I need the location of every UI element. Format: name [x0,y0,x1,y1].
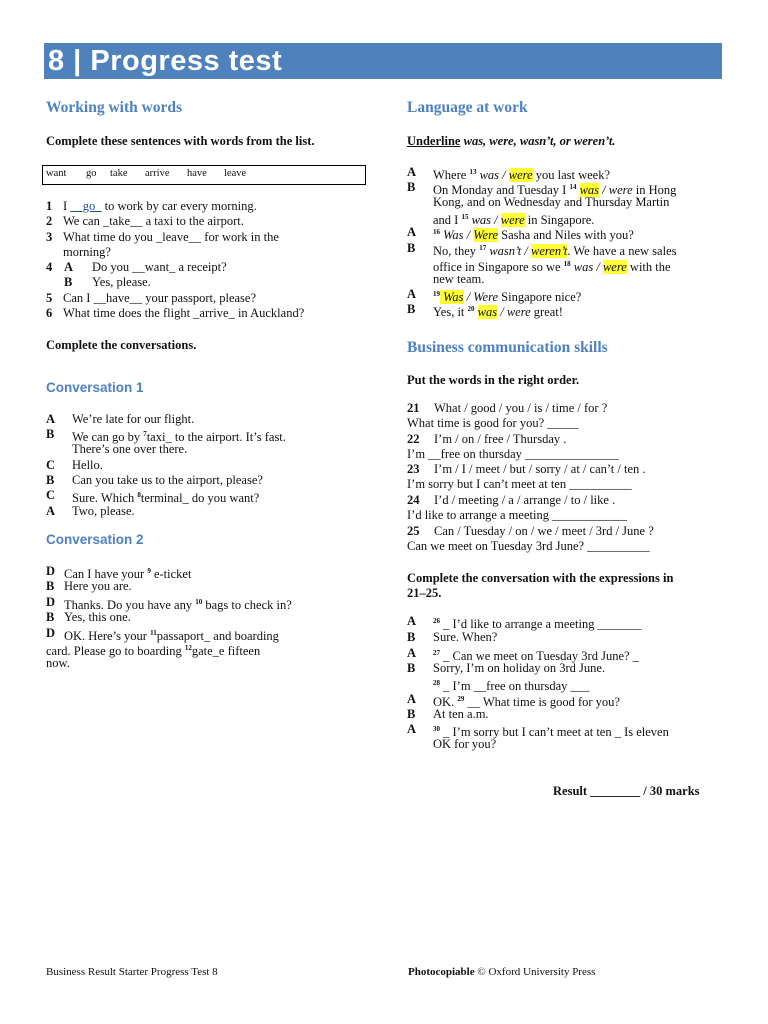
word-order-item: 24 I’d / meeting / a / arrange / to / like . I’d like to arrange a meeting ____________ [407,493,628,522]
word-order-item: 25 Can / Tuesday / on / we / meet / 3rd / June ? Can we meet on Tuesday 3rd June? __________ [407,524,654,553]
dialogue-line: A $^{19}$ Was / Were Singapore nice? [407,287,582,304]
dialogue-line: A Where $^{13}$ was / were you last week? [407,165,610,182]
dialogue-line: C Hello. [46,458,103,472]
dialogue-line: A We’re late for our flight. [46,412,195,426]
dialogue-line: B We can go by $^7$taxi_ to the airport. It’s fast. There’s one over there. [46,427,286,456]
word-list-item: have [187,168,207,179]
highlighted-answer: were [508,168,533,182]
answer-filled: __go_ [70,199,102,213]
word-list-item: leave [224,168,247,179]
conversation-1-heading: Conversation 1 [46,380,144,395]
dialogue-line: B At ten a.m. [407,707,489,721]
exercise-item: 2 We can _take__ a taxi to the airport. [46,214,244,228]
dialogue-line: B Sure. When? [407,630,498,644]
exercise-item: 1 I __go_ to work by car every morning. [46,199,257,213]
section-heading-working-with-words: Working with words [46,99,183,116]
instruction-conversations: Complete the conversations. [46,338,197,352]
word-list-box [42,165,366,185]
instruction-language-at-work: Underline was, were, wasn’t, or weren’t. [407,134,616,148]
dialogue-line: Kong, and on Wednesday and Thursday Martin [433,195,670,209]
highlighted-answer: was [477,305,498,319]
page-title: 8 | Progress test [48,45,283,77]
instruction-working-with-words: Complete these sentences with words from the list. [46,134,315,148]
exercise-item: B Yes, please. [64,275,151,289]
dialogue-line: B Yes, this one. [46,610,131,624]
title-banner [44,43,722,79]
exercise-item: 4 A Do you __want_ a receipt? [46,260,227,274]
highlighted-answer: Were [473,228,499,242]
dialogue-line: D Can I have your $^9$ e-ticket [46,564,192,581]
highlighted-answer: were [500,213,525,227]
word-list-item: go [86,168,97,179]
conversation-2-heading: Conversation 2 [46,532,144,547]
dialogue-line: B On Monday and Tuesday I $^{14}$ was / were in Hong [407,180,677,197]
dialogue-line: D Thanks. Do you have any $^{10}$ bags to check in? [46,595,292,612]
dialogue-line: now. [46,656,70,670]
dialogue-line: B Sorry, I’m on holiday on 3rd June. [407,661,606,675]
dialogue-line: B Here you are. [46,579,132,593]
dialogue-line: $^{28}$ _ I’m __free on thursday ___ [433,679,590,693]
highlighted-answer: Was [440,290,464,304]
section-heading-language-at-work: Language at work [407,99,528,116]
dialogue-line: A $^{27}$ _ Can we meet on Tuesday 3rd June? _ [407,646,639,663]
footer-left: Business Result Starter Progress Test 8 [46,966,218,978]
word-list-item: want [46,168,67,179]
footer-right: Photocopiable © Oxford University Press [408,966,596,978]
exercise-item: 5 Can I __have__ your passport, please? [46,291,256,305]
section-heading-business-communication: Business communication skills [407,339,608,356]
highlighted-answer: was [579,183,600,197]
dialogue-line: B Can you take us to the airport, please? [46,473,263,487]
instruction-complete-conversation-cont: 21–25. [407,586,442,600]
word-list-item: arrive [145,168,170,179]
word-list-item: take [110,168,128,179]
dialogue-line: OK for you? [433,737,497,751]
instruction-complete-conversation: Complete the conversation with the expressions in [407,571,674,585]
dialogue-line: A Two, please. [46,504,135,518]
exercise-item: 3 What time do you _leave__ for work in the morning? [46,230,279,259]
exercise-item: 6 What time does the flight _arrive_ in Auckland? [46,306,305,320]
result-score: Result ________ / 30 marks [553,784,700,798]
dialogue-line: B Yes, it $^{20}$ was / were great! [407,302,563,319]
dialogue-line: A $^{30}$ _ I’m sorry but I can’t meet at ten _ Is eleven [407,722,669,739]
dialogue-line: D OK. Here’s your $^{11}$passaport_ and boarding [46,626,279,643]
word-order-item: 23 I’m / I / meet / but / sorry / at / can’t / ten . I’m sorry but I can’t meet at ten __________ [407,462,646,491]
instruction-word-order: Put the words in the right order. [407,373,580,387]
word-order-item: 21 What / good / you / is / time / for ? What time is good for you? _____ [407,401,608,430]
dialogue-line: card. Please go to boarding $^{12}$gate_e fifteen [46,644,261,658]
dialogue-line: and I $^{15}$ was / were in Singapore. [433,213,595,227]
dialogue-line: A $^{16}$ Was / Were Sasha and Niles with you? [407,225,634,242]
highlighted-answer: weren’t [531,244,568,258]
dialogue-line: B No, they $^{17}$ wasn’t / weren’t. We have a new sales [407,241,677,258]
dialogue-line: office in Singapore so we $^{18}$ was / were with the [433,260,671,274]
dialogue-line: A $^{26}$ _ I’d like to arrange a meeting _______ [407,614,642,631]
dialogue-line: C Sure. Which $^8$terminal_ do you want? [46,488,260,505]
word-order-item: 22 I’m / on / free / Thursday . I’m __free on thursday _______________ [407,432,619,461]
dialogue-line: A OK. $^{29}$ __ What time is good for you? [407,692,620,709]
dialogue-line: new team. [433,272,485,286]
highlighted-answer: were [602,260,627,274]
